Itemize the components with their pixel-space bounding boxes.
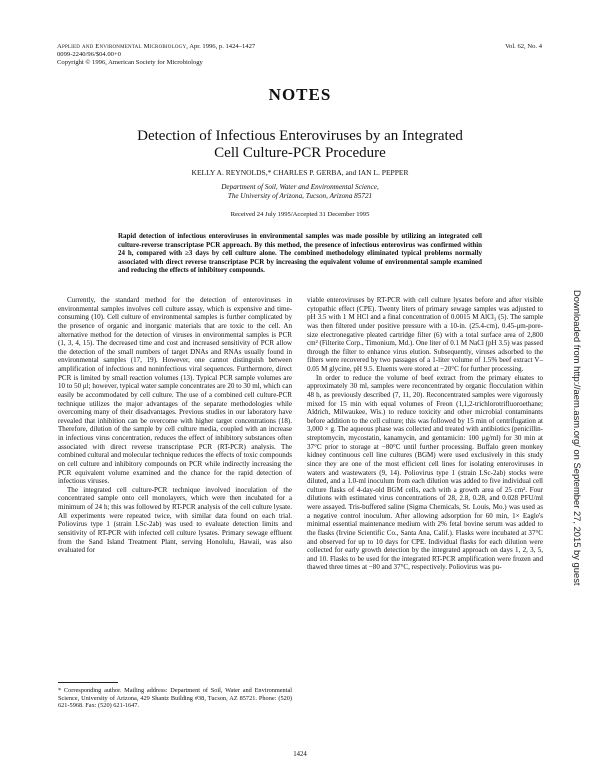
issue-info: , Apr. 1996, p. 1424–1427 xyxy=(186,43,256,50)
issn: 0099-2240/96/$04.00+0 xyxy=(57,51,121,58)
right-column xyxy=(307,296,543,572)
paragraph-processing: In order to reduce the volume of beef extract from the primary eluates to approximately 30 ml, samples were reconcentrated by organic flocculation within 48 h, as previously described (7, 11, 20). Reconcentrated samples were vigorously mixed for 15 min with equal volumes of Freon (1,1,2-trichlorotrifluoroethane; Aldrich, Milwaukee, Wis.) to reduce toxicity and other microbial contaminants before addition to the cell culture; this was followed by 15 min of centrifugation at 3,000 × g. The aqueous phase was collected and treated with antibiotics (penicillin-streptomycin, mycostatin, kanamycin, and gentamicin: 100 μg/ml) for 30 min at 37°C prior to storage at −80°C until further processing. Buffalo green monkey kidney continuous cell line cultures (BGM) were used exclusively in this study since they are one of the most efficient cell lines for isolating enteroviruses in waters and wastewaters (9, 14). Poliovirus type 1 (strain LSc-2ab) stocks were diluted, and a 1.0-ml inoculum from each dilution was added to five individual cell culture flasks of 4-day-old BGM cells, each with a growth area of 25 cm². Four dilutions with estimated virus concentrations of 28, 2.8, 0.28, and 0.028 PFU/ml were assayed. Tris-buffered saline (Sigma Chemicals, St. Louis, Mo.) was used as a negative control inoculum. After allowing adsorption for 60 min, 1× Eagle's minimal essential maintenance medium with 2% fetal bovine serum was added to the flasks (Irvine Scientific Co., Santa Ana, Calif.). Flasks were incubated at 37°C and observed for up to 10 days for CPE. Individual flasks for each dilution were collected for early growth detection by the integrated approach on days 1, 2, 3, 5, and 10. Flasks to be used for the integrated RT-PCR amplification were frozen and thawed three times at −80 and 37°C, respectively. Poliovirus was pu- xyxy=(307,373,543,572)
article-title xyxy=(0,128,600,162)
paragraph-method: The integrated cell culture-PCR technique involved inoculation of the concentrated sample onto cell monolayers, which were then incubated for a minimum of 24 h; this was followed by RT-PCR analysis of the cell culture lysate. All experiments were repeated twice, with similar data found on each trial. Poliovirus type 1 (strain LSc-2ab) was used to evaluate detection limits and sensitivity of RT-PCR with infected cell culture lysates. Primary sewage effluent from the Sand Island Treatment Plant, serving Honolulu, Hawaii, was also evaluated for xyxy=(58,485,292,555)
title-line-2: Cell Culture-PCR Procedure xyxy=(214,145,386,161)
affiliation-line-1: Department of Soil, Water and Environmental Science, xyxy=(221,183,379,191)
journal-name: Applied and Environmental Microbiology xyxy=(57,43,187,50)
download-watermark-text: Downloaded from http://aem.asm.org/ on September 27, 2015 by guest xyxy=(572,290,583,586)
section-heading: NOTES xyxy=(268,85,332,104)
received-date: Received 24 July 1995/Accepted 31 December 1995 xyxy=(230,211,370,218)
volume-info: Vol. 62, No. 4 xyxy=(505,43,542,50)
page-number: 1424 xyxy=(293,751,307,758)
affiliation xyxy=(0,183,600,201)
copyright: Copyright © 1996, American Society for Microbiology xyxy=(57,59,203,66)
left-column xyxy=(58,296,292,555)
paragraph-intro: Currently, the standard method for the detection of enteroviruses in environmental samples involves cell culture assay, which is expensive and time-consuming (10). Cell culture of environmental samples is further complicated by the presence of organic and inorganic materials that are toxic to the cell. An alternative method for the detection of viruses in environmental samples is PCR (1, 3, 4, 15). The decreased time and cost and increased sensitivity of PCR allow the detection of the small numbers of target DNAs and RNAs usually found in environmental samples (17, 19). However, one cannot distinguish between amplification of infectious and noninfectious viral sequences. Furthermore, direct PCR is limited by small reaction volumes (13). Typical PCR sample volumes are 10 to 50 μl; however, typical water sample concentrates are 20 to 30 ml, which can easily be accommodated by cell culture. The use of a combined cell culture-PCR technique utilizes the major advantages of the separate methodologies while overcoming many of their disadvantages. Previous studies in our laboratory have revealed that inhibition can be overcome with higher target concentrations (18). Therefore, dilution of the sample by cell culture media, coupled with an increase in infectious virus concentration, reduces the effect of inhibitory substances often associated with direct reverse transcriptase PCR (RT-PCR) analysis. The combined cultural and molecular technique reduces the effects of toxic compounds on cell culture and inhibitory compounds on PCR while indirectly increasing the PCR equivalent volume examined and the chance for the rapid detection of infectious viruses. xyxy=(58,296,292,486)
abstract: Rapid detection of infectious enteroviruses in environmental samples was made possible by utilizing an integrated cell culture-reverse transcriptase PCR approach. By this method, the presence of infectious enterovirus was confirmed within 24 h, compared with ≥3 days by cell culture alone. The combined methodology eliminated typical problems normally associated with direct reverse transcriptase PCR by increasing the equivalent volume of environmental sample examined and reducing the effects of inhibitory compounds. xyxy=(118,232,482,275)
title-line-1: Detection of Infectious Enteroviruses by an Integrated xyxy=(137,128,463,144)
paragraph-sampling: viable enteroviruses by RT-PCR with cell culture lysates before and after visible cytopathic effect (CPE). Twenty liters of primary sewage samples was adjusted to pH 3.5 with 1 M HCl and a final concentration of 0.0015 M AlCl₃ (5). The sample was then filtered under positive pressure with a 10-in. (25.4-cm), 0.45-μm-pore-size electronegative pleated cartridge filter (6) with a total surface area of 2,800 cm² (Filterite Corp., Timonium, Md.). One liter of 0.1 M NaCl (pH 3.5) was passed through the filter to enhance virus elution. Subsequently, viruses adsorbed to the filters were recovered by two passages of a 1-liter volume of 1.5% beef extract V–0.05 M glycine, pH 9.5. Eluents were stored at −20°C for further processing. xyxy=(307,296,543,373)
footnote-rule xyxy=(58,682,118,683)
affiliation-line-2: The University of Arizona, Tucson, Arizona 85721 xyxy=(227,192,373,200)
authors: KELLY A. REYNOLDS,* CHARLES P. GERBA, and IAN L. PEPPER xyxy=(191,168,409,177)
running-header xyxy=(57,43,357,67)
footnote: * Corresponding author. Mailing address: Department of Soil, Water and Environmental Science, University of Arizona, 429 Shantz Building #38, Tucson, AZ 85721. Phone: (520) 621-5968. Fax: (520) 621-1647. xyxy=(58,687,292,709)
